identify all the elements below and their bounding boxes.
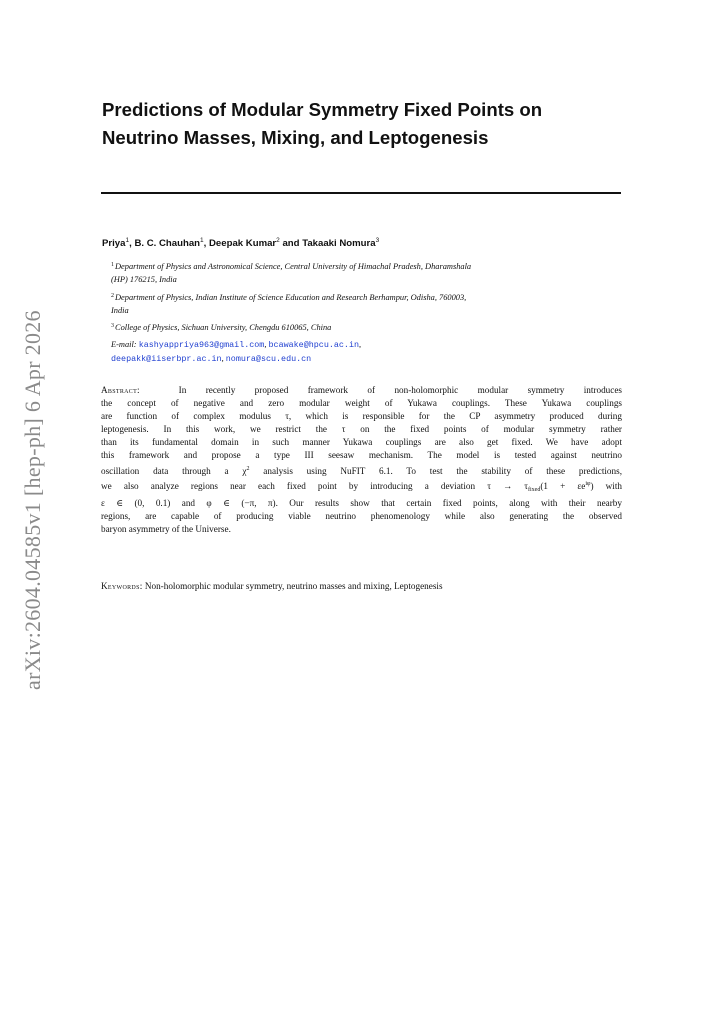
title-divider bbox=[101, 192, 621, 194]
author-separator: , bbox=[129, 238, 135, 249]
abstract-text: this framework and propose a type III seesaw mechanism. The model is tested against neutrino bbox=[101, 450, 622, 461]
math-subscript: fixed bbox=[528, 486, 541, 493]
arxiv-identifier-sidebar bbox=[20, 300, 50, 690]
arxiv-identifier-text: arXiv:2604.04585v1 [hep-ph] 6 Apr 2026 bbox=[20, 310, 45, 690]
affiliation-2 bbox=[111, 290, 623, 317]
abstract-text: ε ∈ (0, 0.1) and φ ∈ (−π, π). Our results show that certain fixed points, along with their nearby bbox=[101, 497, 622, 508]
keywords-text: Non-holomorphic modular symmetry, neutrino masses and mixing, Leptogenesis bbox=[144, 581, 443, 591]
author-name: B. C. Chauhan bbox=[134, 238, 201, 249]
author-separator: and bbox=[279, 238, 303, 249]
affiliation-number: 3 bbox=[111, 323, 114, 329]
author-affiliation-mark: 2 bbox=[276, 237, 280, 244]
abstract-text: regions, are capable of producing viable neutrino phenomenology while also generating the observed bbox=[101, 510, 622, 521]
abstract-text: baryon asymmetry of the Universe. bbox=[101, 523, 231, 534]
email-link[interactable]: nomura@scu.edu.cn bbox=[225, 354, 312, 364]
title-line-2: Neutrino Masses, Mixing, and Leptogenesis bbox=[102, 127, 489, 148]
affiliation-text: College of Physics, Sichuan University, Chengdu 610065, China bbox=[115, 323, 332, 332]
author-list bbox=[102, 237, 379, 249]
abstract-text: than its fundamental domain in such manner Yukawa couplings are also get fixed. We have adopt bbox=[101, 437, 622, 448]
author-affiliation-mark: 1 bbox=[125, 237, 130, 244]
affiliation-text: Department of Physics, Indian Institute of Science Education and Research Berhampur, Odisha, 760003, bbox=[115, 293, 467, 302]
email-link[interactable]: deepakk@iiserbpr.ac.in bbox=[111, 354, 222, 364]
abstract-text: we also analyze regions near each fixed point by introducing a deviation τ → τ bbox=[101, 480, 528, 491]
title-line-1: Predictions of Modular Symmetry Fixed Points on bbox=[102, 99, 543, 120]
affiliation-number: 1 bbox=[111, 262, 114, 268]
affiliation-1 bbox=[111, 259, 623, 286]
abstract bbox=[101, 384, 622, 536]
affiliation-3 bbox=[111, 320, 623, 334]
keywords bbox=[101, 580, 622, 593]
author-affiliation-mark: 1 bbox=[200, 237, 204, 244]
author-name: Deepak Kumar bbox=[208, 238, 277, 249]
abstract-text: In recently proposed framework of non-holomorphic modular symmetry introduces bbox=[178, 385, 622, 395]
abstract-text: analysis using NuFIT 6.1. To test the stability of these predictions, bbox=[249, 465, 622, 476]
email-link[interactable]: kashyappriya963@gmail.com bbox=[138, 340, 265, 350]
abstract-text: the concept of negative and zero modular weight of Yukawa couplings. These Yukawa couplings bbox=[101, 398, 622, 409]
affiliation-text: (HP) 176215, India bbox=[111, 275, 177, 284]
author-affiliation-mark: 3 bbox=[375, 237, 380, 244]
author-name: Takaaki Nomura bbox=[302, 238, 376, 249]
paper-title bbox=[102, 96, 622, 152]
keywords-label: Keywords: bbox=[101, 581, 143, 591]
abstract-text: leptogenesis. In this work, we restrict the τ on the fixed points of modular symmetry rather bbox=[101, 424, 622, 435]
author-separator: , bbox=[203, 238, 209, 249]
abstract-text: oscillation data through a χ bbox=[101, 465, 247, 476]
abstract-text: (1 + εe bbox=[540, 480, 586, 491]
abstract-text: ) with bbox=[590, 480, 622, 491]
affiliation-text: India bbox=[111, 306, 129, 315]
email-link[interactable]: bcawake@hpcu.ac.in bbox=[268, 340, 359, 350]
math-superscript: iφ bbox=[585, 480, 591, 487]
math-superscript: 2 bbox=[246, 465, 250, 472]
affiliation-number: 2 bbox=[111, 293, 114, 299]
email-block: E-mail: kashyappriya963@gmail.com, bcawake@hpcu.ac.in, deepakk@iiserbpr.ac.in, nomura@scu.edu.cn bbox=[111, 340, 362, 364]
affiliation-text: Department of Physics and Astronomical Science, Central University of Himachal Pradesh, Dharamshala bbox=[115, 262, 472, 271]
abstract-text: are function of complex modulus τ, which is responsible for the CP asymmetry produced during bbox=[101, 411, 622, 422]
abstract-label: Abstract: bbox=[101, 385, 140, 395]
email-label: E-mail: bbox=[111, 340, 137, 349]
author-name: Priya bbox=[102, 238, 126, 249]
